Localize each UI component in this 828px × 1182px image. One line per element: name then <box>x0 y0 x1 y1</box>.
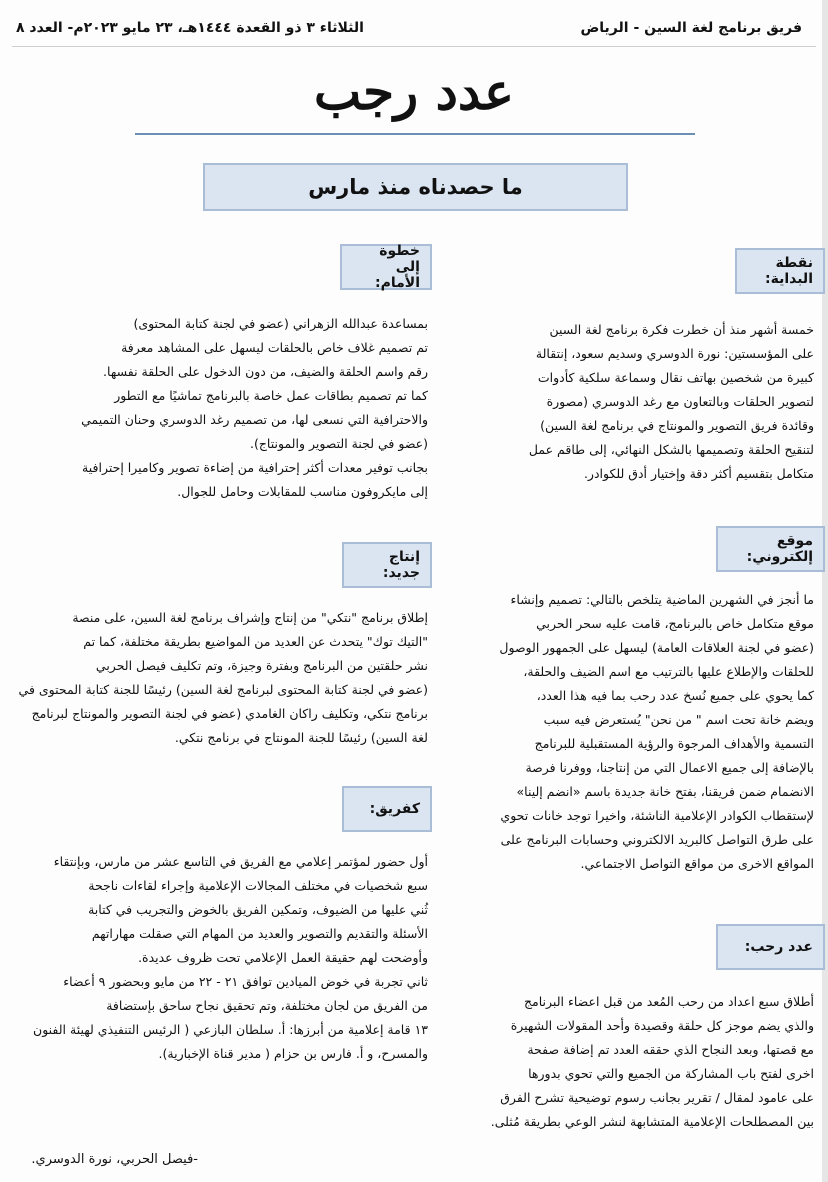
section-body-production <box>18 606 428 750</box>
text-line: سبع شخصيات في مختلف المجالات الإعلامية وإجراء لقاءات ناجحة <box>88 878 428 893</box>
text-line: لغة السين) رئيسًا للجنة المونتاج في برنامج نتكي. <box>174 730 428 745</box>
text-line: (عضو في لجنة العلاقات العامة) ليسهل على الجمهور الوصول <box>499 640 814 655</box>
team-header: فريق برنامج لغة السين - الرياض <box>580 20 802 36</box>
text-line: والذي يضم موجز كل حلقة وقصيدة وأحد المقولات الشهيرة <box>510 1018 814 1033</box>
text-line: ما أنجز في الشهرين الماضية يتلخص بالتالي: تصميم وإنشاء <box>510 592 814 607</box>
text-line: المواقع الاخرى من مواقع التواصل الاجتماعي. <box>580 856 814 871</box>
text-line: كبيرة من شخصين بهاتف نقال وسماعة سلكية كأدوات <box>537 370 814 385</box>
text-line: والاحترافية التي نسعى لها، من تصميم رغد الدوسري وحنان التميمي <box>81 412 428 427</box>
text-line: كما تم تصميم بطاقات عمل خاصة بالبرنامج تماشيًا مع التطور <box>114 388 428 403</box>
text-line: لتنقيح الحلقة وتصميمها بالشكل النهائي، إلى طاقم عمل <box>528 442 814 457</box>
text-line: على طرق التواصل كالبريد الالكتروني وحسابات البرنامج على <box>500 832 814 847</box>
text-line: رقم واسم الحلقة والضيف، من دون الدخول على الحلقة نفسها. <box>103 364 428 379</box>
text-line: برنامج نتكي، وتكليف راكان الغامدي (عضو في لجنة التصوير والمونتاج لبرنامج <box>31 706 428 721</box>
text-line: كما يحوي على جميع نُسخ عدد رحب بما فيه هذا العدد، <box>536 688 814 703</box>
text-line: نشر حلقتين من البرنامج وبفترة وجيزة، وتم تكليف فيصل الحربي <box>95 658 428 673</box>
text-line: بين المصطلحات الإعلامية المتشابهة لنشر الوعي بطريقة مُثلى. <box>490 1114 814 1129</box>
section-body-issue <box>484 990 814 1134</box>
text-line: التسمية والأهداف المرجوة والرؤية المستقبلية للبرنامج <box>534 736 814 751</box>
text-line: على عامود لمقال / تقرير بجانب رسوم توضيحية تشرح الفرق <box>500 1090 814 1105</box>
section-heading-forward: خطوة إلى الأمام: <box>340 244 432 290</box>
text-line: الانضمام ضمن فريقنا، بفتح خانة جديدة باسم «انضم إلينا» <box>516 784 814 799</box>
text-line: لتصوير الحلقات وبالتعاون مع رغد الدوسري (مصورة <box>546 394 814 409</box>
text-line: "التيك توك" يتحدث عن العديد من المواضيع بطريقة مختلفة، كما تم <box>83 634 428 649</box>
text-line: وأوضحت لهم حقيقة العمل الإعلامي تحت ظروف عديدة. <box>138 950 428 965</box>
text-line: لإستقطاب الكوادر الإعلامية الناشئة، واخيرا توجد خانات تحوي <box>500 808 814 823</box>
newsletter-title: عدد رجب <box>314 62 514 121</box>
section-body-start <box>514 318 814 486</box>
text-line: ويضم خانة تحت اسم " من نحن" يُستعرض فيه سبب <box>543 712 814 727</box>
text-line: (عضو في لجنة التصوير والمونتاج). <box>250 436 428 451</box>
text-line: ١٣ قامة إعلامية من أبرزها: أ. سلطان البازعي ( الرئيس التنفيذي لهيئة الفنون <box>33 1022 428 1037</box>
text-line: الأسئلة والتقديم والتصوير والعديد من المهام التي صقلت مهاراتهم <box>91 926 428 941</box>
section-heading-start: نقطة البداية: <box>735 248 825 294</box>
newsletter-subtitle: ما حصدناه منذ مارس <box>203 163 628 211</box>
text-line: ثاني تجربة في خوض الميادين توافق ٢١ - ٢٢ من مايو وبحضور ٩ أعضاء <box>63 974 428 989</box>
text-line: إلى مايكروفون مناسب للمقابلات وحامل للجوال. <box>177 484 428 499</box>
text-line: اخرى لفتح باب المشاركة من الجميع والتي تحوي بدورها <box>528 1066 814 1081</box>
section-body-team <box>18 850 428 1066</box>
text-line: بمساعدة عبدالله الزهراني (عضو في لجنة كتابة المحتوى) <box>133 316 428 331</box>
text-line: موقع متكامل خاص بالبرنامج، قامت عليه سحر الحربي <box>536 616 814 631</box>
text-line: أول حضور لمؤتمر إعلامي مع الفريق في التاسع عشر من مارس، وبإنتقاء <box>53 854 428 869</box>
text-line: على المؤسستين: نورة الدوسري وسديم سعود، إنتقالة <box>535 346 814 361</box>
page-edge <box>822 0 828 1182</box>
text-line: وقائدة فريق التصوير والمونتاج في برنامج لغة السين) <box>540 418 814 433</box>
text-line: من الفريق من لجان مختلفة، وتم تحقيق نجاح ساحق بإستضافة <box>106 998 428 1013</box>
text-line: أطلاق سبع اعداد من رحب المُعد من قبل اعضاء البرنامج <box>523 994 814 1009</box>
text-line: للحلقات والإطلاع عليها بالترتيب مع اسم الضيف والحلقة، <box>523 664 814 679</box>
author-signature: -فيصل الحربي، نورة الدوسري. <box>31 1152 198 1167</box>
header-divider <box>12 46 816 47</box>
section-body-forward <box>28 312 428 504</box>
text-line: والمسرح، و أ. فارس بن حزام ( مدير قناة الإخبارية). <box>158 1046 428 1061</box>
section-heading-production: إنتاج جديد: <box>342 542 432 588</box>
text-line: إطلاق برنامج "نتكي" من إنتاج وإشراف برنامج لغة السين، على منصة <box>72 610 428 625</box>
text-line: متكامل بتقسيم أكثر دقة وإختيار أدق للكوادر. <box>583 466 814 481</box>
text-line: بجانب توفير معدات أكثر إحترافية من إضاءة تصوير وكاميرا إحترافية <box>82 460 428 475</box>
text-line: مع قصتها، وبعد النجاح الذي حققه العدد تم إضافة صفحة <box>527 1042 814 1057</box>
section-heading-website: موقع إلكتروني: <box>716 526 825 572</box>
text-line: (عضو في لجنة كتابة المحتوى لبرنامج لغة السين) رئيسًا للجنة كتابة المحتوى في <box>18 682 428 697</box>
section-body-website <box>484 588 814 876</box>
text-line: ثُني عليها من الضيوف، وتمكين الفريق بالخوض والتجريب في كتابة <box>88 902 428 917</box>
section-heading-team: كفريق: <box>342 786 432 832</box>
title-divider <box>135 133 695 135</box>
section-heading-issue: عدد رحب: <box>716 924 825 970</box>
date-issue-header: الثلاثاء ٣ ذو القعدة ١٤٤٤هـ، ٢٣ مايو ٢٠٢٣م- العدد ٨ <box>16 20 364 36</box>
text-line: تم تصميم غلاف خاص بالحلقات ليسهل على المشاهد معرفة <box>121 340 428 355</box>
text-line: خمسة أشهر منذ أن خطرت فكرة برنامج لغة السين <box>549 322 814 337</box>
text-line: بالإضافة إلى جميع الاعمال التي من إنتاجنا، ووفرنا فرصة <box>525 760 814 775</box>
